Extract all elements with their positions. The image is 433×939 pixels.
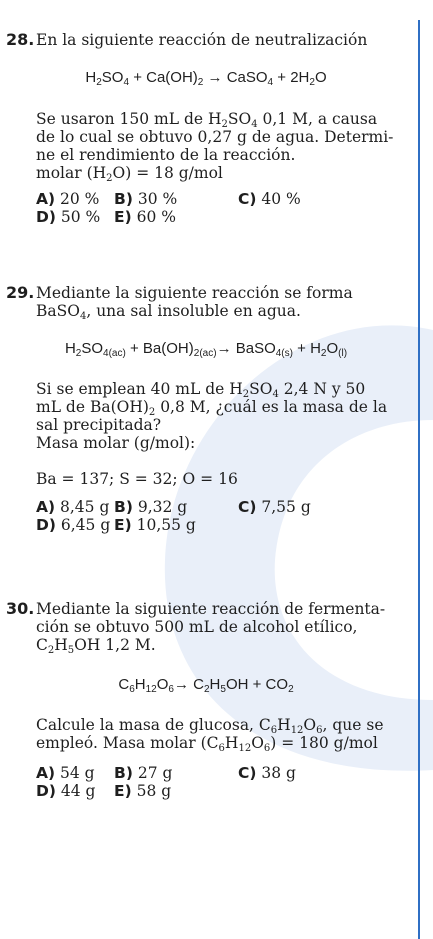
question-29 bbox=[6, 284, 406, 534]
chemical-equation: $C_6H_{12}O_6\to C_2H_5OH + CO_2$ bbox=[118, 676, 294, 695]
option-a[interactable]: A) 54 g bbox=[36, 764, 95, 782]
option-e[interactable]: E) 58 g bbox=[114, 782, 172, 800]
answer-options bbox=[6, 498, 406, 534]
body-line: molar $(H_2O) = 18$ g/mol bbox=[36, 164, 223, 184]
option-d[interactable]: D) 6,45 g bbox=[36, 516, 111, 534]
option-c[interactable]: C) 38 g bbox=[238, 764, 296, 782]
option-c[interactable]: C) 7,55 g bbox=[238, 498, 311, 516]
option-b[interactable]: B) 9,32 g bbox=[114, 498, 188, 516]
option-c[interactable]: C) 40 % bbox=[238, 190, 301, 208]
option-b[interactable]: B) 30 % bbox=[114, 190, 178, 208]
question-intro: Mediante la siguiente reacción se forma bbox=[36, 284, 353, 302]
question-intro: BaSO$_4$, una sal insoluble en agua. bbox=[36, 302, 301, 322]
option-d[interactable]: D) 50 % bbox=[36, 208, 101, 226]
body-line: de lo cual se obtuvo 0,27 g de agua. Determi- bbox=[36, 128, 394, 146]
option-d[interactable]: D) 44 g bbox=[36, 782, 96, 800]
question-intro: $C_2H_5OH$ 1,2 M. bbox=[36, 636, 156, 656]
body-line: Masa molar (g/mol): bbox=[36, 434, 196, 452]
question-number: 29. bbox=[6, 283, 35, 302]
margin-rule bbox=[418, 20, 420, 939]
question-intro: En la siguiente reacción de neutralización bbox=[36, 31, 368, 49]
body-line: empleó. Masa molar $(C_6H_{12}O_6) = 180$ g/mol bbox=[36, 734, 378, 754]
body-line: Se usaron 150 mL de $H_2SO_4$ 0,1 M, a causa bbox=[36, 110, 378, 130]
question-body bbox=[6, 716, 406, 752]
option-a[interactable]: A) 20 % bbox=[36, 190, 100, 208]
question-number: 28. bbox=[6, 30, 35, 49]
option-e[interactable]: E) 10,55 g bbox=[114, 516, 196, 534]
body-line: Si se emplean 40 mL de $H_2SO_4$ 2,4 N y 50 bbox=[36, 380, 366, 400]
question-28 bbox=[6, 31, 406, 226]
option-a[interactable]: A) 8,45 g bbox=[36, 498, 110, 516]
question-intro: ción se obtuvo 500 mL de alcohol etílico, bbox=[36, 618, 358, 636]
question-body bbox=[6, 380, 406, 488]
body-line: ne el rendimiento de la reacción. bbox=[36, 146, 296, 164]
option-e[interactable]: E) 60 % bbox=[114, 208, 176, 226]
answer-options bbox=[6, 190, 406, 226]
body-line: mL de $Ba(OH)_2$ 0,8 M, ¿cuál es la masa de la bbox=[36, 398, 388, 418]
question-body bbox=[6, 110, 406, 182]
chemical-equation: $H_2SO_{4(ac)} + Ba(OH)_{2(ac)}\to$ BaSO$_{4(s)}$ + $H_2O_{(l)}$ bbox=[64, 340, 348, 359]
question-number: 30. bbox=[6, 599, 35, 618]
molar-mass-values: Ba = 137; S = 32; O = 16 bbox=[36, 470, 238, 488]
chemical-equation: $H_2SO_4 + Ca(OH)_2$ → CaSO$_4$ + $2H_2O$ bbox=[85, 69, 327, 88]
question-30 bbox=[6, 600, 406, 800]
answer-options bbox=[6, 764, 406, 800]
body-line: sal precipitada? bbox=[36, 416, 162, 434]
option-b[interactable]: B) 27 g bbox=[114, 764, 173, 782]
question-intro: Mediante la siguiente reacción de fermenta- bbox=[36, 600, 386, 618]
body-line: Calcule la masa de glucosa, $C_6H_{12}O_6$, que se bbox=[36, 716, 384, 736]
